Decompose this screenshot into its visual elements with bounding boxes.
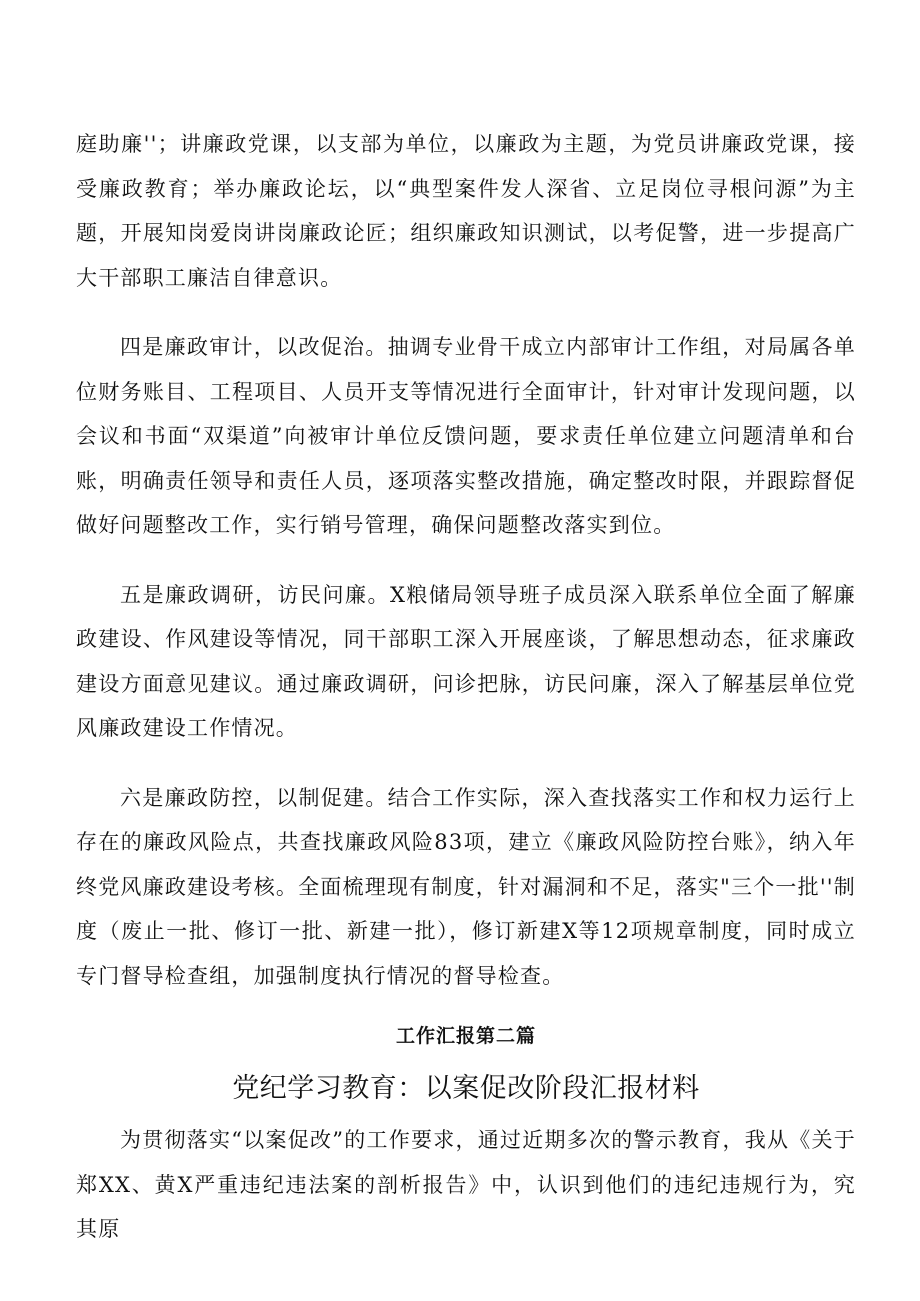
document-title: 党纪学习教育：以案促改阶段汇报材料 (232, 1073, 700, 1104)
paragraph-continuation: 庭助廉''；讲廉政党课，以支部为单位，以廉政为主题，为党员讲廉政党课，接受廉政教育；举办廉政论坛，以“典型案件发人深省、立足岗位寻根问源”为主题，开展知岗爱岗讲岗廉政论匠；组织廉政知识测试，以考促警，进一步提高广大干部职工廉洁自律意识。 (76, 132, 856, 290)
section-label: 工作汇报第二篇 (395, 1025, 536, 1047)
paragraph-prevention: 六是廉政防控，以制促建。结合工作实际，深入查找落实工作和权力运行上存在的廉政风险点，共查找廉政风险83项，建立《廉政风险防控台账》，纳入年终党风廉政建设考核。全面梳理现有制度，针对漏洞和不足，落实"三个一批''制度（废止一批、修订一批、新建一批），修订新建X等12项规章制度，同时成立专门督导检查组，加强制度执行情况的督导检查。 (76, 785, 856, 988)
paragraph-intro: 为贯彻落实“以案促改”的工作要求，通过近期多次的警示教育，我从《关于郑XX、黄X严重违纪违法案的剖析报告》中，认识到他们的违纪违规行为，究其原 (76, 1128, 856, 1241)
paragraph-research: 五是廉政调研，访民问廉。X粮储局领导班子成员深入联系单位全面了解廉政建设、作风建设等情况，同干部职工深入开展座谈，了解思想动态，征求廉政建设方面意见建议。通过廉政调研，问诊把脉，访民问廉，深入了解基层单位党风廉政建设工作情况。 (76, 582, 856, 740)
paragraph-audit: 四是廉政审计，以改促治。抽调专业骨干成立内部审计工作组，对局属各单位财务账目、工程项目、人员开支等情况进行全面审计，针对审计发现问题，以会议和书面“双渠道”向被审计单位反馈问题，要求责任单位建立问题清单和台账，明确责任领导和责任人员，逐项落实整改措施，确定整改时限，并跟踪督促做好问题整改工作，实行销号管理，确保问题整改落实到位。 (76, 335, 856, 537)
paragraph-gap (76, 548, 856, 573)
paragraph-gap (76, 751, 856, 776)
document-body (76, 122, 856, 1252)
paragraph-gap (76, 300, 856, 325)
